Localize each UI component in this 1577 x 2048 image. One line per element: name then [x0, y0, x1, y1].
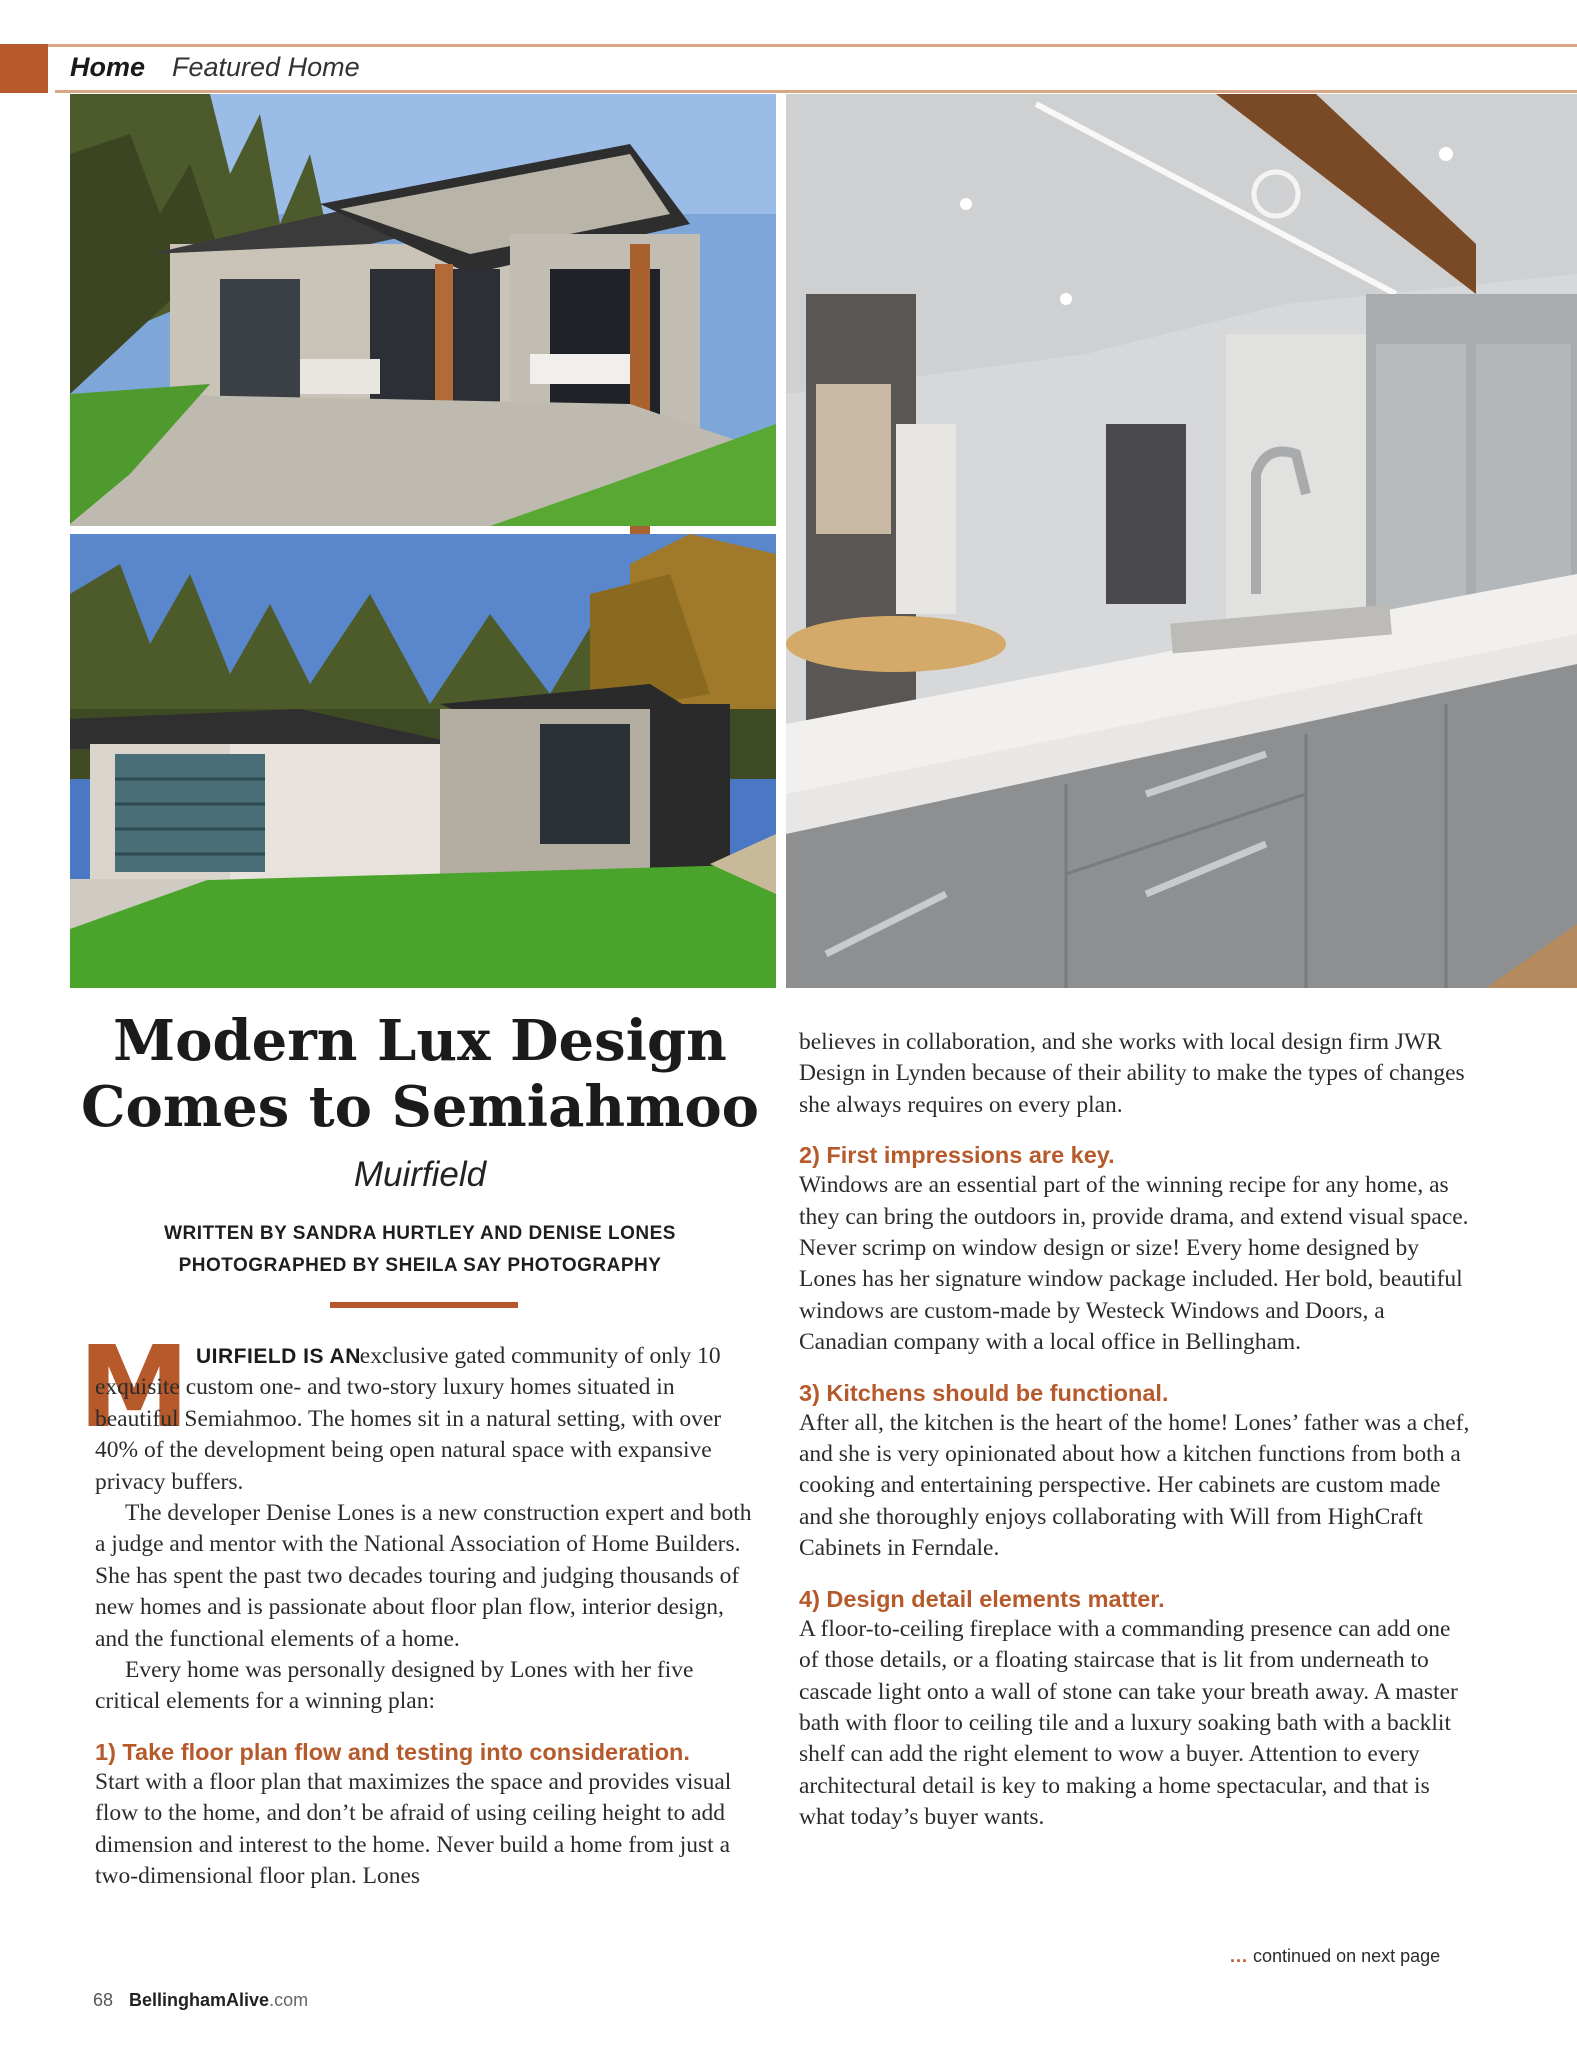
continued-dots: ...: [1230, 1946, 1249, 1966]
paragraph-2: The developer Denise Lones is a new construction expert and both a judge and mentor with the National Association of Home Builders. She has spent the past two decades touring and judging thousands of new homes and is passionate about floor plan flow, interior design, and the functional elements of a home.: [95, 1500, 752, 1652]
drop-cap-letter: M: [78, 1323, 190, 1453]
paragraph-4: Start with a floor plan that maximizes the space and provides visual flow to the home, and don’t be afraid of using ceiling height to add dimension and interest to the home. Never build a home from just a two-dimensional floor plan. Lones: [95, 1768, 732, 1890]
page-footer: [93, 1990, 308, 2011]
paragraph-7: A floor-to-ceiling fireplace with a commanding presence can add one of those details, or a floating staircase that is lit from underneath to cascade light onto a wall of stone can take your breath away. A master bath with floor to ceiling tile and a luxury soaking bath with a backlit shelf can add the right element to wow a buyer. Attention to every architectural detail is key to making a home spectacular, and that is what today’s buyer wants.: [799, 1615, 1458, 1831]
lead-in: UIRFIELD IS AN: [196, 1345, 361, 1368]
paragraph-1-text: exclusive gated community of only 10 exquisite custom one- and two-story luxury homes situated in beautiful Semiahmoo. The homes sit in a natural setting, with over 40% of the development being open natural space with expansive privacy buffers.: [95, 1343, 722, 1495]
photo-exterior-garage: [70, 534, 776, 988]
paragraph-1: [95, 1341, 755, 1498]
header-rule-bottom: [55, 90, 1577, 93]
paragraph-5: Windows are an essential part of the winning recipe for any home, as they can bring the outdoors in, provide drama, and extend visual space. Never scrimp on window design or size! Every home designed by Lones has her signature window package included. Her bold, beautiful windows are custom-made by Westeck Windows and Doors, a Canadian company with a local office in Bellingham.: [799, 1172, 1469, 1356]
page-number: 68: [93, 1990, 114, 2010]
article-credits: [70, 1218, 770, 1282]
header-color-tab: [0, 44, 48, 93]
brand-name: BellinghamAlive: [129, 1990, 270, 2010]
paragraph-3: Every home was personally designed by Lones with her five critical elements for a winning plan:: [95, 1657, 694, 1715]
subhead-2: 2) First impressions are key.: [799, 1142, 1115, 1169]
subhead-1: 1) Take floor plan flow and testing into consideration.: [95, 1738, 690, 1765]
credit-written-by: WRITTEN BY SANDRA HURTLEY AND DENISE LONES: [164, 1223, 676, 1244]
subhead-4: 4) Design detail elements matter.: [799, 1585, 1165, 1612]
credit-photographed-by: PHOTOGRAPHED BY SHEILA SAY PHOTOGRAPHY: [178, 1255, 662, 1276]
title-accent-rule: [330, 1302, 518, 1308]
header-rule-top: [0, 44, 1577, 47]
subsection-label: Featured Home: [172, 52, 360, 82]
left-column: [95, 1341, 755, 1893]
photo-kitchen: [786, 94, 1577, 988]
section-label: Home: [70, 52, 146, 82]
paragraph-6: After all, the kitchen is the heart of the home! Lones’ father was a chef, and she is very opinionated about how a kitchen functions from both a cooking and entertaining perspective. Her cabinets are custom made and she thoroughly enjoys collaborating with Will from HighCraft Cabinets in Ferndale.: [799, 1409, 1470, 1562]
subhead-3: 3) Kitchens should be functional.: [799, 1379, 1169, 1406]
brand-domain: .com: [269, 1990, 309, 2010]
paragraph-4-continued: believes in collaboration, and she works with local design firm JWR Design in Lynden because of their ability to make the types of changes she always requires on every plan.: [799, 1029, 1465, 1118]
article-subtitle: Muirfield: [353, 1155, 487, 1194]
article-title-line-2: Comes to Semiahmoo: [80, 1074, 760, 1140]
continued-text: continued on next page: [1253, 1946, 1441, 1966]
article-title: [70, 1008, 770, 1140]
right-column: [799, 1027, 1471, 1834]
article-title-line-1: Modern Lux Design: [113, 1008, 727, 1074]
continued-note: [1230, 1946, 1440, 1967]
photo-exterior-patio: [70, 94, 776, 526]
